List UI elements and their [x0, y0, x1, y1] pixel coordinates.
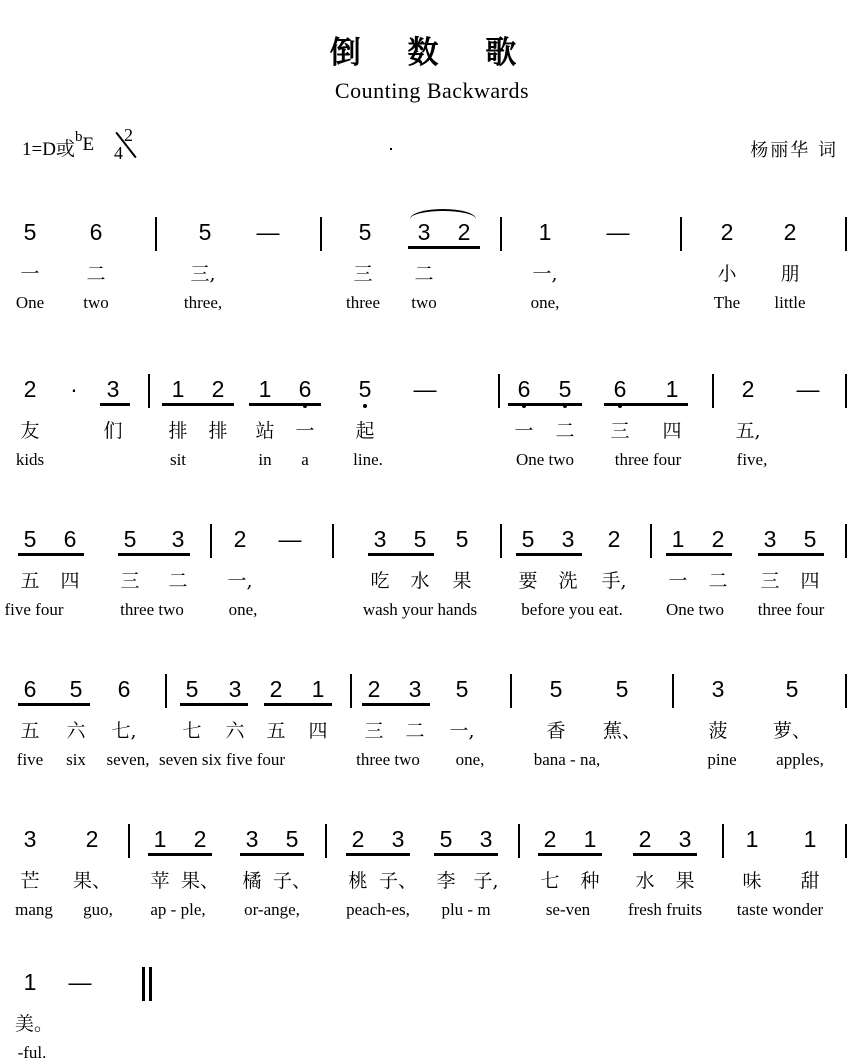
barline [165, 674, 167, 708]
lyric-syllable-chinese: 一, [449, 720, 475, 742]
system-6 [0, 955, 864, 1064]
note-row [0, 812, 864, 864]
lyric-syllable-chinese: 苹 [150, 870, 170, 892]
lyric-syllable-chinese: 二 [86, 263, 106, 285]
low-octave-dot [303, 404, 307, 408]
lyric-syllable-chinese: 子、 [378, 870, 418, 892]
note: 3 [711, 676, 725, 702]
time-signature-denominator: 4 [114, 143, 124, 164]
lyric-syllable-chinese: 二 [405, 720, 425, 742]
note: 1 [671, 526, 685, 552]
lyric-syllable-english: One two [515, 450, 575, 469]
beam [758, 553, 824, 556]
low-octave-dot [363, 404, 367, 408]
lyric-syllable-chinese: 排 [208, 420, 228, 442]
lyric-syllable-english: three two [356, 750, 420, 769]
note: 5 [803, 526, 817, 552]
note: 2 [607, 526, 621, 552]
beam [148, 853, 212, 856]
note-row [0, 362, 864, 414]
lyric-syllable-chinese: 美。 [14, 1013, 54, 1035]
lyric-syllable-english: kids [15, 450, 45, 469]
note-row [0, 512, 864, 564]
flat-symbol: b [74, 129, 83, 146]
lyric-syllable-english: One two [665, 600, 725, 619]
lyric-syllable-chinese: 水 [635, 870, 655, 892]
key-signature-suffix: E [82, 134, 95, 156]
lyric-row-chinese [0, 257, 864, 293]
lyric-syllable-english: apples, [776, 750, 824, 769]
lyric-syllable-chinese: 甜 [800, 870, 820, 892]
lyric-syllable-english: three [346, 293, 380, 312]
lyric-syllable-english: little [774, 293, 806, 312]
lyric-syllable-chinese: 友 [20, 420, 40, 442]
barline [500, 524, 502, 558]
lyric-syllable-chinese: 七 [182, 720, 202, 742]
barline [518, 824, 520, 858]
lyric-syllable-chinese: 味 [742, 870, 762, 892]
lyric-syllable-chinese: 吃 [370, 570, 390, 592]
lyric-syllable-chinese: 三 [353, 263, 373, 285]
note: 3 [171, 526, 185, 552]
beam [362, 703, 430, 706]
credits-row [0, 124, 864, 182]
lyric-syllable-english: ap - ple, [150, 900, 206, 919]
low-octave-dot [618, 404, 622, 408]
lyric-syllable-english: guo, [83, 900, 113, 919]
note: 5 [455, 676, 469, 702]
lyric-syllable-english: five [16, 750, 44, 769]
lyric-syllable-chinese: 起 [355, 420, 375, 442]
beam [264, 703, 332, 706]
lyric-row-english [0, 1043, 864, 1064]
note: 6 [89, 219, 103, 245]
lyric-syllable-chinese: 要 [518, 570, 538, 592]
note: 2 [367, 676, 381, 702]
barline [845, 824, 847, 858]
lyric-syllable-english: pine [707, 750, 737, 769]
note-row [0, 662, 864, 714]
lyric-syllable-chinese: 萝、 [772, 720, 812, 742]
stray-mark [390, 148, 392, 150]
note: 6 [613, 376, 627, 402]
beam [434, 853, 498, 856]
barline [155, 217, 157, 251]
lyric-syllable-chinese: 橘 [242, 870, 262, 892]
beam [346, 853, 410, 856]
lyricist-credit: 杨丽华 词 [750, 140, 838, 162]
lyric-syllable-chinese: 三 [120, 570, 140, 592]
note: 3 [561, 526, 575, 552]
beam [240, 853, 304, 856]
barline [510, 674, 512, 708]
note: 5 [455, 526, 469, 552]
lyric-syllable-english: sit [169, 450, 187, 469]
note: 3 [408, 676, 422, 702]
note: 1 [311, 676, 325, 702]
lyric-syllable-chinese: 三 [760, 570, 780, 592]
barline [845, 217, 847, 251]
barline [680, 217, 682, 251]
system-2 [0, 362, 864, 480]
note: 1 [538, 219, 552, 245]
lyric-syllable-chinese: 一, [532, 263, 558, 285]
lyric-syllable-chinese: 二 [708, 570, 728, 592]
beam [162, 403, 234, 406]
note: 5 [23, 219, 37, 245]
lyric-syllable-chinese: 四 [308, 720, 328, 742]
lyric-row-chinese [0, 564, 864, 600]
beam [18, 703, 90, 706]
lyric-syllable-chinese: 朋 [780, 263, 800, 285]
lyric-syllable-chinese: 一 [295, 420, 315, 442]
lyric-syllable-chinese: 李 [436, 870, 456, 892]
note: 2 [457, 219, 471, 245]
lyric-syllable-english: fresh fruits [627, 900, 703, 919]
barline [845, 674, 847, 708]
barline [210, 524, 212, 558]
lyric-syllable-english: bana - na, [533, 750, 601, 769]
beam [538, 853, 602, 856]
note: 5 [549, 676, 563, 702]
note: 1 [803, 826, 817, 852]
barline [498, 374, 500, 408]
lyric-syllable-english: one, [228, 600, 258, 619]
note: 3 [763, 526, 777, 552]
system-5 [0, 812, 864, 930]
note: 2 [269, 676, 283, 702]
lyric-syllable-chinese: 子、 [272, 870, 312, 892]
slur [410, 209, 476, 219]
note: 3 [479, 826, 493, 852]
note: 5 [521, 526, 535, 552]
note: 6 [63, 526, 77, 552]
note: 1 [258, 376, 272, 402]
note: 5 [615, 676, 629, 702]
note: 1 [665, 376, 679, 402]
lyric-syllable-chinese: 果、 [72, 870, 112, 892]
note-row [0, 205, 864, 257]
note: 3 [245, 826, 259, 852]
note: 2 [720, 219, 734, 245]
note: 5 [123, 526, 137, 552]
note: 5 [69, 676, 83, 702]
lyric-row-english [0, 600, 864, 630]
lyric-syllable-english: in [258, 450, 272, 469]
beam [516, 553, 582, 556]
barline [325, 824, 327, 858]
lyric-syllable-chinese: 排 [168, 420, 188, 442]
lyric-row-chinese [0, 1007, 864, 1043]
note: 6 [117, 676, 131, 702]
beam [508, 403, 582, 406]
system-3 [0, 512, 864, 630]
lyric-syllable-chinese: 五 [266, 720, 286, 742]
low-octave-dot [522, 404, 526, 408]
lyric-syllable-chinese: 四 [60, 570, 80, 592]
note: 5 [413, 526, 427, 552]
lyric-syllable-chinese: 二 [168, 570, 188, 592]
lyric-row-english [0, 900, 864, 930]
barline [845, 374, 847, 408]
lyric-syllable-english: two [411, 293, 437, 312]
lyric-syllable-chinese: 手, [601, 570, 627, 592]
lyric-syllable-english: three, [183, 293, 223, 312]
beam [408, 246, 480, 249]
note: 2 [783, 219, 797, 245]
note: — [796, 376, 820, 402]
note: 3 [678, 826, 692, 852]
note: 6 [517, 376, 531, 402]
lyric-syllable-english: plu - m [441, 900, 491, 919]
lyric-syllable-english: seven, [106, 750, 150, 769]
lyric-syllable-english: two [83, 293, 109, 312]
note: 2 [23, 376, 37, 402]
lyric-row-english [0, 750, 864, 780]
lyric-syllable-chinese: 洗 [558, 570, 578, 592]
note: 1 [153, 826, 167, 852]
lyric-syllable-english: three four [757, 600, 825, 619]
note: 1 [171, 376, 185, 402]
note: — [278, 526, 302, 552]
beam [604, 403, 688, 406]
low-octave-dot [563, 404, 567, 408]
note: 2 [711, 526, 725, 552]
note: · [70, 376, 78, 402]
note: 1 [583, 826, 597, 852]
lyric-syllable-chinese: 二 [414, 263, 434, 285]
barline [320, 217, 322, 251]
note: 5 [185, 676, 199, 702]
note: 3 [23, 826, 37, 852]
barline [712, 374, 714, 408]
note: 2 [211, 376, 225, 402]
lyric-row-chinese [0, 414, 864, 450]
note: 5 [358, 219, 372, 245]
note: 2 [543, 826, 557, 852]
beam [633, 853, 697, 856]
lyric-syllable-chinese: 小 [717, 263, 737, 285]
note: 5 [358, 376, 372, 402]
lyric-syllable-chinese: 果、 [180, 870, 220, 892]
lyric-syllable-english: three four [614, 450, 682, 469]
key-signature-prefix: 1=D或 [22, 139, 75, 161]
note: 5 [439, 826, 453, 852]
page-title-english: Counting Backwards [334, 78, 530, 104]
lyric-syllable-chinese: 五, [735, 420, 761, 442]
lyric-syllable-english: five, [736, 450, 768, 469]
lyric-syllable-english: line. [353, 450, 383, 469]
note-row [0, 955, 864, 1007]
page-title-chinese: 倒 数 歌 [329, 35, 535, 71]
beam [666, 553, 732, 556]
barline [148, 374, 150, 408]
lyric-syllable-english: one, [455, 750, 485, 769]
lyric-syllable-english: a [301, 450, 309, 469]
note: 2 [638, 826, 652, 852]
note: 3 [373, 526, 387, 552]
note: 2 [85, 826, 99, 852]
lyric-row-english [0, 450, 864, 480]
lyric-syllable-chinese: 桃 [348, 870, 368, 892]
note: 6 [298, 376, 312, 402]
lyric-syllable-chinese: 果 [675, 870, 695, 892]
lyric-syllable-english: peach-es, [346, 900, 410, 919]
lyric-syllable-english: seven six five four [158, 750, 286, 769]
key-signature [22, 125, 144, 164]
lyric-syllable-chinese: 三 [610, 420, 630, 442]
note: 5 [198, 219, 212, 245]
beam [180, 703, 248, 706]
note: 6 [23, 676, 37, 702]
lyric-syllable-english: se-ven [545, 900, 591, 919]
lyric-syllable-chinese: 三, [190, 263, 216, 285]
barline [332, 524, 334, 558]
barline [128, 824, 130, 858]
note: 2 [741, 376, 755, 402]
note: 5 [785, 676, 799, 702]
note: — [68, 969, 92, 995]
note: 3 [228, 676, 242, 702]
lyric-syllable-english: one, [530, 293, 560, 312]
note: 3 [417, 219, 431, 245]
note: 2 [233, 526, 247, 552]
note: 5 [285, 826, 299, 852]
note: 3 [391, 826, 405, 852]
system-4 [0, 662, 864, 780]
lyric-syllable-chinese: 一 [668, 570, 688, 592]
lyric-syllable-chinese: 七 [540, 870, 560, 892]
lyric-syllable-english: wash your hands [362, 600, 478, 619]
lyric-row-chinese [0, 714, 864, 750]
lyric-syllable-english: before you eat. [521, 600, 623, 619]
barline [650, 524, 652, 558]
lyric-syllable-chinese: 蕉、 [602, 720, 642, 742]
note: 1 [745, 826, 759, 852]
lyric-syllable-chinese: 一 [20, 263, 40, 285]
beam [100, 403, 130, 406]
lyric-syllable-chinese: 六 [66, 720, 86, 742]
note: 5 [558, 376, 572, 402]
lyric-syllable-chinese: 五 [20, 570, 40, 592]
lyric-syllable-english: mang [15, 900, 53, 919]
barline [350, 674, 352, 708]
system-1 [0, 205, 864, 323]
lyric-syllable-chinese: 子, [473, 870, 499, 892]
lyric-syllable-chinese: 们 [103, 420, 123, 442]
lyric-syllable-chinese: 三 [364, 720, 384, 742]
barline [845, 524, 847, 558]
lyric-syllable-chinese: 水 [410, 570, 430, 592]
lyric-syllable-english: -ful. [17, 1043, 47, 1062]
lyric-syllable-chinese: 一 [514, 420, 534, 442]
note: — [606, 219, 630, 245]
lyric-row-chinese [0, 864, 864, 900]
lyric-syllable-chinese: 六 [225, 720, 245, 742]
lyric-syllable-chinese: 五 [20, 720, 40, 742]
lyric-syllable-chinese: 种 [580, 870, 600, 892]
note: — [413, 376, 437, 402]
lyric-syllable-english: The [713, 293, 741, 312]
lyric-syllable-chinese: 四 [800, 570, 820, 592]
note: 2 [193, 826, 207, 852]
lyric-syllable-chinese: 芒 [20, 870, 40, 892]
lyric-row-english [0, 293, 864, 323]
barline [672, 674, 674, 708]
lyric-syllable-chinese: 七, [111, 720, 137, 742]
lyric-syllable-english: five four [4, 600, 64, 619]
barline [500, 217, 502, 251]
time-signature [110, 125, 144, 164]
lyric-syllable-chinese: 香 [546, 720, 566, 742]
lyric-syllable-english: three two [120, 600, 184, 619]
lyric-syllable-chinese: 果 [452, 570, 472, 592]
lyric-syllable-english: six [66, 750, 86, 769]
note: — [256, 219, 280, 245]
beam [249, 403, 321, 406]
lyric-syllable-chinese: 四 [662, 420, 682, 442]
lyric-syllable-english: One [15, 293, 45, 312]
note: 1 [23, 969, 37, 995]
lyric-syllable-english: or-ange, [244, 900, 300, 919]
beam [118, 553, 190, 556]
time-signature-numerator: 2 [124, 125, 134, 146]
note: 2 [351, 826, 365, 852]
lyric-syllable-chinese: 二 [555, 420, 575, 442]
lyric-syllable-chinese: 站 [255, 420, 275, 442]
lyric-syllable-chinese: 一, [227, 570, 253, 592]
note: 3 [106, 376, 120, 402]
note: 5 [23, 526, 37, 552]
beam [368, 553, 434, 556]
lyric-syllable-chinese: 菠 [708, 720, 728, 742]
lyric-syllable-english: taste wonder [736, 900, 824, 919]
barline [722, 824, 724, 858]
beam [18, 553, 84, 556]
